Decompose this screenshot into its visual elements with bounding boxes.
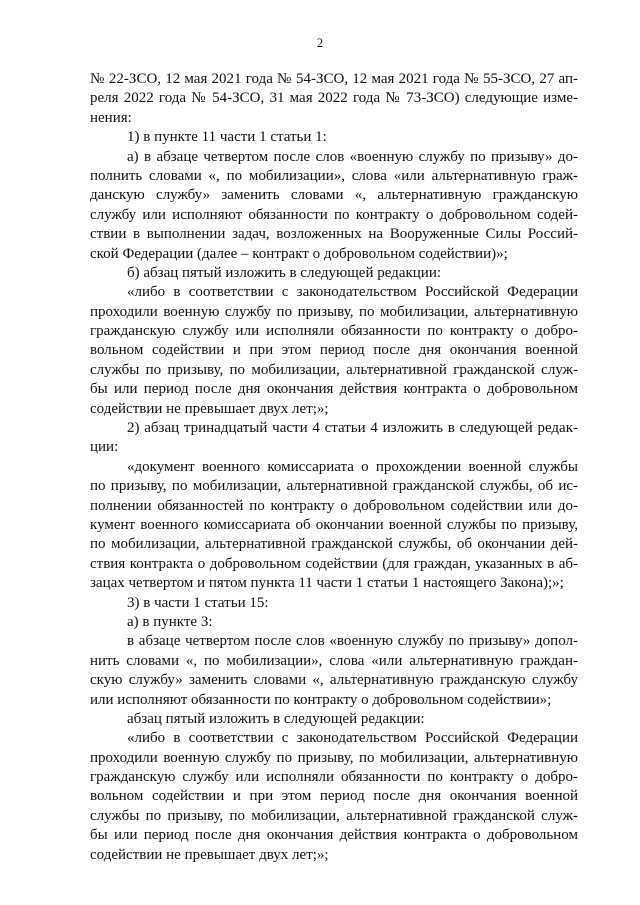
text-line: реля 2022 года № 54-ЗСО, 31 мая 2022 года № 73-ЗСО) следующие изме- bbox=[90, 90, 578, 107]
text-line: в абзаце четвертом после слов «военную службу по призыву» допол- bbox=[127, 633, 578, 650]
text-line: бы или период после дня окончания действия контракта о добровольном bbox=[90, 381, 578, 398]
text-line: службы по призыву, по мобилизации, альтернативной гражданской служ- bbox=[90, 361, 578, 378]
text-line: б) абзац пятый изложить в следующей редакции: bbox=[127, 264, 442, 281]
text-line: ции: bbox=[90, 439, 119, 456]
text-line: ствия контракта о добровольном содействии (для граждан, указанных в аб- bbox=[90, 555, 578, 572]
text-line: кумент военного комиссариата об окончании военной службы по призыву, bbox=[90, 516, 578, 533]
text-line: зацах четвертом и пятом пункта 11 части 1 статьи 1 настоящего Закона);»; bbox=[90, 575, 564, 592]
text-line: а) в абзаце четвертом после слов «военную службу по призыву» до- bbox=[127, 148, 578, 165]
text-line: службы по призыву, по мобилизации, альтернативной гражданской служ- bbox=[90, 807, 578, 824]
text-line: полнить словами «, по мобилизации», слова «или альтернативную граж- bbox=[90, 167, 578, 184]
text-line: по мобилизации, альтернативной гражданской службы, об окончании дей- bbox=[90, 536, 578, 553]
text-line: 1) в пункте 11 части 1 статьи 1: bbox=[127, 129, 327, 146]
text-line: «либо в соответствии с законодательством Российской Федерации bbox=[127, 730, 578, 747]
text-line: абзац пятый изложить в следующей редакции: bbox=[127, 710, 425, 727]
text-line: проходили военную службу по призыву, по мобилизации, альтернативную bbox=[90, 303, 578, 320]
document-body bbox=[90, 70, 578, 865]
text-line: или исполняют обязанности по контракту о добровольном содействии»; bbox=[90, 691, 552, 708]
text-line: вольном содействии и при этом период после дня окончания военной bbox=[90, 788, 578, 805]
text-line: «документ военного комиссариата о прохождении военной службы bbox=[127, 458, 578, 475]
text-line: содействии не превышает двух лет;»; bbox=[90, 400, 329, 417]
page-number: 2 bbox=[316, 36, 324, 50]
text-line: «либо в соответствии с законодательством Российской Федерации bbox=[127, 284, 578, 301]
text-line: гражданскую службу или исполняли обязанности по контракту о добро- bbox=[90, 769, 578, 786]
text-line: нения: bbox=[90, 109, 132, 126]
text-line: № 22-ЗСО, 12 мая 2021 года № 54-ЗСО, 12 мая 2021 года № 55-ЗСО, 27 ап- bbox=[90, 71, 578, 87]
text-line: содействии не превышает двух лет;»; bbox=[90, 846, 329, 863]
text-line: ской Федерации (далее – контракт о добровольном содействии)»; bbox=[90, 245, 508, 262]
text-line: скую службу» заменить словами «, альтернативную гражданскую службу bbox=[90, 672, 578, 689]
text-line: а) в пункте 3: bbox=[127, 613, 213, 630]
text-line: данскую службу» заменить словами «, альтернативную гражданскую bbox=[90, 187, 578, 204]
text-line: бы или период после дня окончания действия контракта о добровольном bbox=[90, 827, 578, 844]
text-line: полнении обязанностей по контракту о добровольном содействии или до- bbox=[90, 497, 578, 514]
text-line: по призыву, по мобилизации, альтернативной гражданской службы, об ис- bbox=[90, 478, 578, 495]
text-line: 3) в части 1 статьи 15: bbox=[127, 594, 269, 611]
text-line: нить словами «, по мобилизации», слова «или альтернативную граждан- bbox=[90, 652, 578, 669]
text-line: проходили военную службу по призыву, по мобилизации, альтернативную bbox=[90, 749, 578, 766]
text-line: ствии в выполнении задач, возложенных на Вооруженные Силы Россий- bbox=[90, 226, 578, 243]
text-line: гражданскую службу или исполняли обязанности по контракту о добро- bbox=[90, 323, 578, 340]
text-line: вольном содействии и при этом период после дня окончания военной bbox=[90, 342, 578, 359]
text-line: службу или исполняют обязанности по контракту о добровольном содей- bbox=[90, 206, 578, 223]
text-line: 2) абзац тринадцатый части 4 статьи 4 изложить в следующей редак- bbox=[127, 420, 578, 437]
